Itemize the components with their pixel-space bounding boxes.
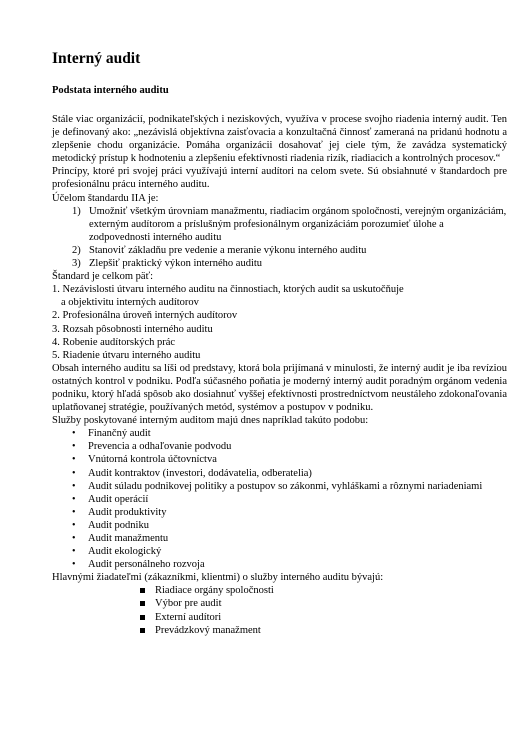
list-item — [52, 558, 507, 571]
list-item-text: Audit operácií — [88, 493, 149, 505]
list-item — [52, 336, 507, 349]
list-item — [52, 467, 507, 480]
list-number: 2. — [52, 310, 60, 322]
list-item-text: Stanoviť základňu pre vedenie a meranie výkonu interného auditu — [89, 244, 367, 256]
bullet-icon: • — [72, 454, 76, 466]
list-item-text: Prevencia a odhaľovanie podvodu — [88, 441, 232, 453]
list-item-text: Umožniť všetkým úrovniam manažmentu, riadiacim orgánom spoločnosti, verejným organizáciám, externým audítorom a príslušným profesionálnym organizáciám porozumieť úlohe a zodpovednosti interného auditu — [89, 205, 507, 243]
services-intro: Služby poskytované interným auditom majú dnes napríklad takúto podobu: — [52, 415, 369, 427]
list-number: 3) — [72, 258, 81, 270]
list-item — [52, 349, 507, 362]
list-item-text: Audit podniku — [88, 519, 149, 531]
services-list — [52, 427, 507, 571]
bullet-icon: • — [72, 519, 76, 531]
list-item-text: Finančný audit — [88, 428, 151, 440]
list-item — [52, 611, 507, 624]
list-item — [52, 506, 507, 519]
list-item — [52, 309, 507, 322]
list-item — [52, 545, 507, 558]
principles-paragraph: Princípy, ktoré pri svojej práci využívajú interní audítori na celom svete. Sú obsiahnuté v štandardoch pre profesionálnu prácu interného auditu. — [52, 166, 507, 191]
bullet-icon: • — [72, 506, 76, 518]
bullet-icon: • — [72, 441, 76, 453]
list-item-text: Audit súladu podnikovej politiky a postupov so zákonmi, vyhláškami a rôznymi nariadeniami — [88, 480, 483, 492]
list-item — [52, 323, 507, 336]
list-item — [52, 519, 507, 532]
bullet-icon: • — [72, 533, 76, 544]
standards-list — [52, 283, 507, 362]
list-item-text: Vnútorná kontrola účtovníctva — [88, 454, 217, 466]
bullet-icon: • — [72, 559, 76, 571]
list-item — [52, 480, 507, 493]
list-number: 5. — [52, 349, 60, 361]
list-item-text: Robenie audítorských prác — [62, 336, 176, 348]
list-item-text: Audit kontraktov (investori, dodávatelia, odberatelia) — [88, 467, 312, 479]
list-item — [52, 283, 507, 309]
clients-intro: Hlavnými žiadateľmi (zákazníkmi, klientmi) o služby interného auditu bývajú: — [52, 572, 384, 584]
bullet-icon: • — [72, 428, 76, 440]
square-bullet-icon — [140, 601, 145, 606]
square-bullet-icon — [140, 628, 145, 633]
list-item-text: Profesionálna úroveň interných audítorov — [62, 310, 238, 322]
bullet-icon: • — [72, 493, 76, 505]
list-item — [52, 453, 507, 466]
list-item — [52, 493, 507, 506]
list-item — [52, 597, 507, 610]
list-number: 4. — [52, 336, 60, 348]
list-item — [52, 257, 507, 270]
list-item-text: Audit produktivity — [88, 506, 167, 518]
content-paragraph: Obsah interného auditu sa líši od predstavy, ktorá bola prijímaná v minulosti, že interný audit je iba revíziou ostatných kontrol v podniku. Podľa súčasného poňatia je moderný interný audit poradným orgánom vedenia podniku, ktorý hľadá spôsob ako dosiahnuť vyššej efektívnosti prostredníctvom neustáleho zdokonaľovania uplatňovanej stratégie, používaných metód, systémov a postupov v podniku. — [52, 362, 507, 414]
list-number: 1. — [52, 284, 60, 296]
list-item — [52, 584, 507, 597]
list-item-text: Riadiace orgány spoločnosti — [155, 585, 274, 597]
list-number: 2) — [72, 244, 81, 256]
goals-intro: Účelom štandardu IIA je: — [52, 192, 159, 204]
document-page — [52, 50, 507, 637]
goals-list — [52, 205, 507, 270]
list-item-text: Externí audítori — [155, 611, 222, 623]
list-item — [52, 624, 507, 637]
bullet-icon: • — [72, 480, 76, 492]
standards-intro: Štandard je celkom päť: — [52, 271, 153, 283]
section-heading: Podstata interného auditu — [52, 85, 169, 96]
clients-list — [52, 584, 507, 636]
document-title: Interný audit — [52, 50, 141, 67]
list-item-text: Audit manažmentu — [88, 533, 169, 544]
list-item-text: Riadenie útvaru interného auditu — [62, 349, 201, 361]
list-item — [52, 532, 507, 545]
bullet-icon: • — [72, 467, 76, 479]
list-item-text: Výbor pre audit — [155, 598, 222, 610]
square-bullet-icon — [140, 615, 145, 620]
list-number: 1) — [72, 205, 81, 217]
list-item — [52, 244, 507, 257]
list-number: 3. — [52, 323, 60, 335]
list-item — [52, 205, 507, 244]
list-item — [52, 440, 507, 453]
list-item-continuation: a objektivitu interných audítorov — [61, 297, 199, 309]
list-item — [52, 427, 507, 440]
list-item-text: Zlepšiť praktický výkon interného auditu — [89, 258, 263, 270]
list-item-text: Audit ekologický — [88, 546, 162, 558]
list-item-text: Rozsah pôsobnosti interného auditu — [62, 323, 213, 335]
bullet-icon: • — [72, 546, 76, 558]
list-item-text: Audit personálneho rozvoja — [88, 559, 205, 571]
list-item-text: Nezávislosti útvaru interného auditu na činnostiach, ktorých audit sa uskutočňuje — [62, 284, 404, 296]
list-item-text: Prevádzkový manažment — [155, 624, 261, 636]
square-bullet-icon — [140, 588, 145, 593]
definition-paragraph: Stále viac organizácií, podnikateľských i neziskových, využíva v procese svojho riadenia interný audit. Ten je definovaný ako: „nezávislá objektívna zaisťovacia a konzultačná činnosť zameraná na pridanú hodnotu a zlepšenie chodu organizácie. Pomáha organizácii dosahovať jej ciele tým, že zavádza systematický metodický prístup k hodnoteniu a zlepšeniu efektívnosti riadenia rizík, riadiacich a kontrolných procesov.“ — [52, 114, 507, 165]
